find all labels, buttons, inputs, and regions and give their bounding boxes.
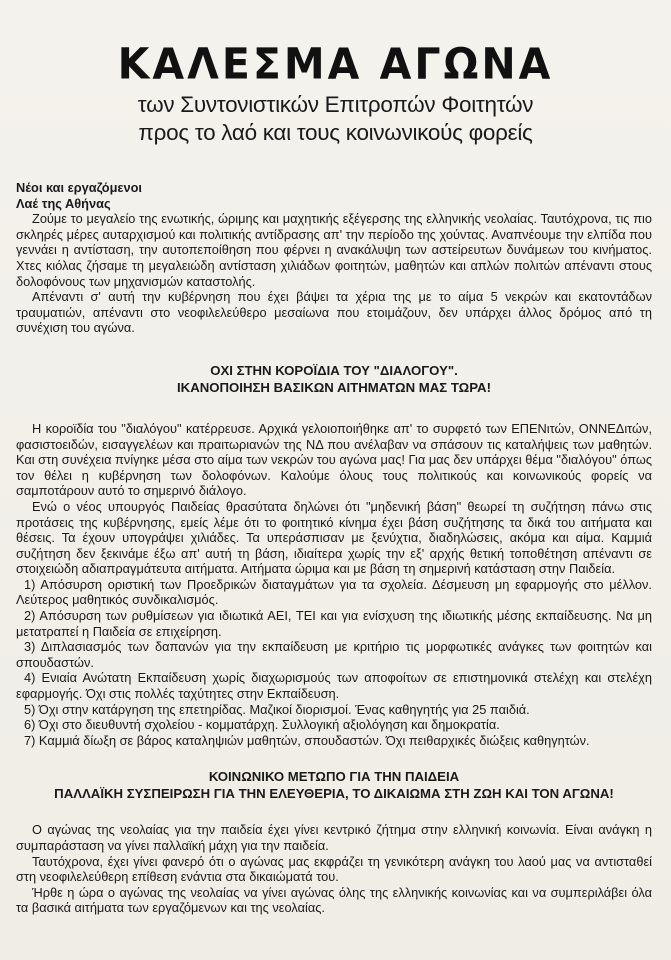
- intro-paragraph: Ζούμε το μεγαλείο της ενωτικής, ώριμης και μαχητικής εξέγερσης της ελληνικής νεολαίας. Ταυτόχρονα, τις πιο σκληρές μέρες αυταρχισμού και πολιτικής αντίδρασης απ' την περίοδο της χούντας. Αναπνέουμε την ελπίδα που γεννάει η αντίσταση, την αυτοπεποίθηση που φέρνει η ανακάλυψη των αστείρευτων δυνάμεων του κινήματος. Χτες κιόλας ζήσαμε τη μεγαλειώδη αντίσταση χιλιάδων φοιτητών, μαθητών και απλών πολιτών απέναντι στους δολοφόνους των μηχανισμών καταστολής.: [16, 211, 652, 289]
- section2-paragraph: Ήρθε η ώρα ο αγώνας της νεολαίας να γίνει αγώνας όλης της ελληνικής κοινωνίας και να συμπεριλάβει όλα τα βασικά αιτήματα των εργαζόμενων και της νεολαίας.: [16, 884, 652, 916]
- greeting-line-1: Νέοι και εργαζόμενοι: [16, 180, 142, 195]
- section1-paragraph: Ενώ ο νέος υπουργός Παιδείας θρασύτατα δηλώνει ότι "μηδενική βάση" θεωρεί τη συζήτηση πάνω στις προτάσεις της κυβέρνησης, εμείς λέμε ότι το φοιτητικό κίνημα έχει βάση συζήτησης τα δικά του αιτήματα και θέσεις. Τα έχουν υπογράψει χιλιάδες. Τα υπεράσπισαν με ξενύχτια, διαδηλώσεις, ακόμα και αίμα. Καμμιά συζήτηση δεν ξεκινάμε έξω απ' αυτή τη βάση, ιδιαίτερα χωρίς την εξ' αρχής θετική τοποθέτηση απέναντι σε στοιχειώδη αδιαπραγμάτευτα αιτήματα. Αιτήματα ώριμα και με βάση τη σημερινή κατάσταση στην Παιδεία.: [16, 498, 652, 577]
- flyer-title: ΚΑΛΕΣΜΑ ΑΓΩΝΑ: [117, 38, 554, 90]
- section2-heading-line-1: ΚΟΙΝΩΝΙΚΟ ΜΕΤΩΠΟ ΓΙΑ ΤΗΝ ΠΑΙΔΕΙΑ: [208, 769, 460, 785]
- demand-item: 6) Όχι στο διευθυντή σχολείου - κομματάρχη. Συλλογική αξιολόγηση και δημοκρατία.: [24, 717, 500, 733]
- demand-item: 1) Απόσυρση οριστική των Προεδρικών διαταγμάτων για τα σχολεία. Δέσμευση μη εφαρμογής στο μέλλον. Λεύτερος μαθητικός συνδικαλισμός.: [16, 576, 652, 608]
- greeting-line-2: Λαέ της Αθήνας: [16, 195, 111, 211]
- section1-heading-line-1: ΟΧΙ ΣΤΗΝ ΚΟΡΟΪΔΙΑ ΤΟΥ "ΔΙΑΛΟΓΟΥ".: [210, 362, 458, 378]
- section1-paragraph: Η κοροϊδία του "διαλόγου" κατέρρευσε. Αρχικά γελοιοποιήθηκε απ' το συρφετό των ΕΠΕΝιτών, ΟΝΝΕΔιτών, φασιστοειδών, εισαγγελέων και πραιτωριανών της ΝΔ που ανέλαβαν να σπάσουν τις καταλήψεις των μαθητών. Και στη συνέχεια πνίγηκε μέσα στο αίμα των νεκρών του αγώνα μας! Για μας δεν υπάρχει θέμα "διαλόγου" όπως τον θέλει η κυβέρνηση των δολοφόνων. Καλούμε όλους τους πολιτικούς και κοινωνικούς φορείς να σαμποτάρουν αυτό το σημερινό διάλογο.: [16, 420, 652, 499]
- flyer-body: [16, 180, 652, 916]
- subtitle-line-2: προς το λαό και τους κοινωνικούς φορείς: [138, 120, 533, 145]
- section2-paragraph: Ταυτόχρονα, έχει γίνει φανερό ότι ο αγώνας μας εκφράζει τη γενικότερη ανάγκη του λαού μας να αντισταθεί στη νεοφιλελεύθερη επίθεση ενάντια στα δικαιώματά του.: [16, 853, 652, 885]
- demand-item: 2) Απόσυρση των ρυθμίσεων για ιδιωτικά ΑΕΙ, ΤΕΙ και για ενίσχυση της ιδιωτικής μέσης εκπαίδευσης. Να μη μετατραπεί η Παιδεία σε επιχείρηση.: [16, 608, 652, 639]
- demand-item: 5) Όχι στην κατάργηση της επετηρίδας. Μαζικοί διορισμοί. Ένας καθηγητής για 25 παιδιά.: [24, 701, 530, 717]
- demand-item: 3) Διπλασιασμός των δαπανών για την εκπαίδευση με κριτήριο τις μορφωτικές ανάγκες των φοιτητών και σπουδαστών.: [16, 639, 652, 670]
- subtitle-line-1: των Συντονιστικών Επιτροπών Φοιτητών: [137, 92, 534, 117]
- demand-item: 7) Καμμιά δίωξη σε βάρος καταληψιών μαθητών, σπουδαστών. Όχι πειθαρχικές διώξεις καθηγητών.: [24, 732, 590, 748]
- demand-item: 4) Ενιαία Ανώτατη Εκπαίδευση χωρίς διαχωρισμούς των αποφοίτων σε επιστημονικά στελέχη και στελέχη εφαρμογής. Όχι στις πολλές ταχύτητες στην Εκπαίδευση.: [16, 670, 652, 702]
- section1-heading-line-2: ΙΚΑΝΟΠΟΙΗΣΗ ΒΑΣΙΚΩΝ ΑΙΤΗΜΑΤΩΝ ΜΑΣ ΤΩΡΑ!: [177, 379, 491, 395]
- intro-paragraph: Απέναντι σ' αυτή την κυβέρνηση που έχει βάψει τα χέρια της με το αίμα 5 νεκρών και εκατοντάδων τραυματιών, απέναντι στο νεοφιλελεύθερο μεσαίωνα που ετοιμάζουν, δεν υπάρχει άλλος δρόμος από τη συνέχιση του αγώνα.: [16, 289, 652, 336]
- section2-paragraph: Ο αγώνας της νεολαίας για την παιδεία έχει γίνει κεντρικό ζήτημα στην ελληνική κοινωνία. Είναι ανάγκη η συμπαράσταση να γίνει παλλαϊκή μάχη για την παιδεία.: [16, 822, 652, 853]
- section2-heading-line-2: ΠΑΛΛΑΪΚΗ ΣΥΣΠΕΙΡΩΣΗ ΓΙΑ ΤΗΝ ΕΛΕΥΘΕΡΙΑ, ΤΟ ΔΙΚΑΙΩΜΑ ΣΤΗ ΖΩΗ ΚΑΙ ΤΟΝ ΑΓΩΝΑ!: [54, 786, 614, 802]
